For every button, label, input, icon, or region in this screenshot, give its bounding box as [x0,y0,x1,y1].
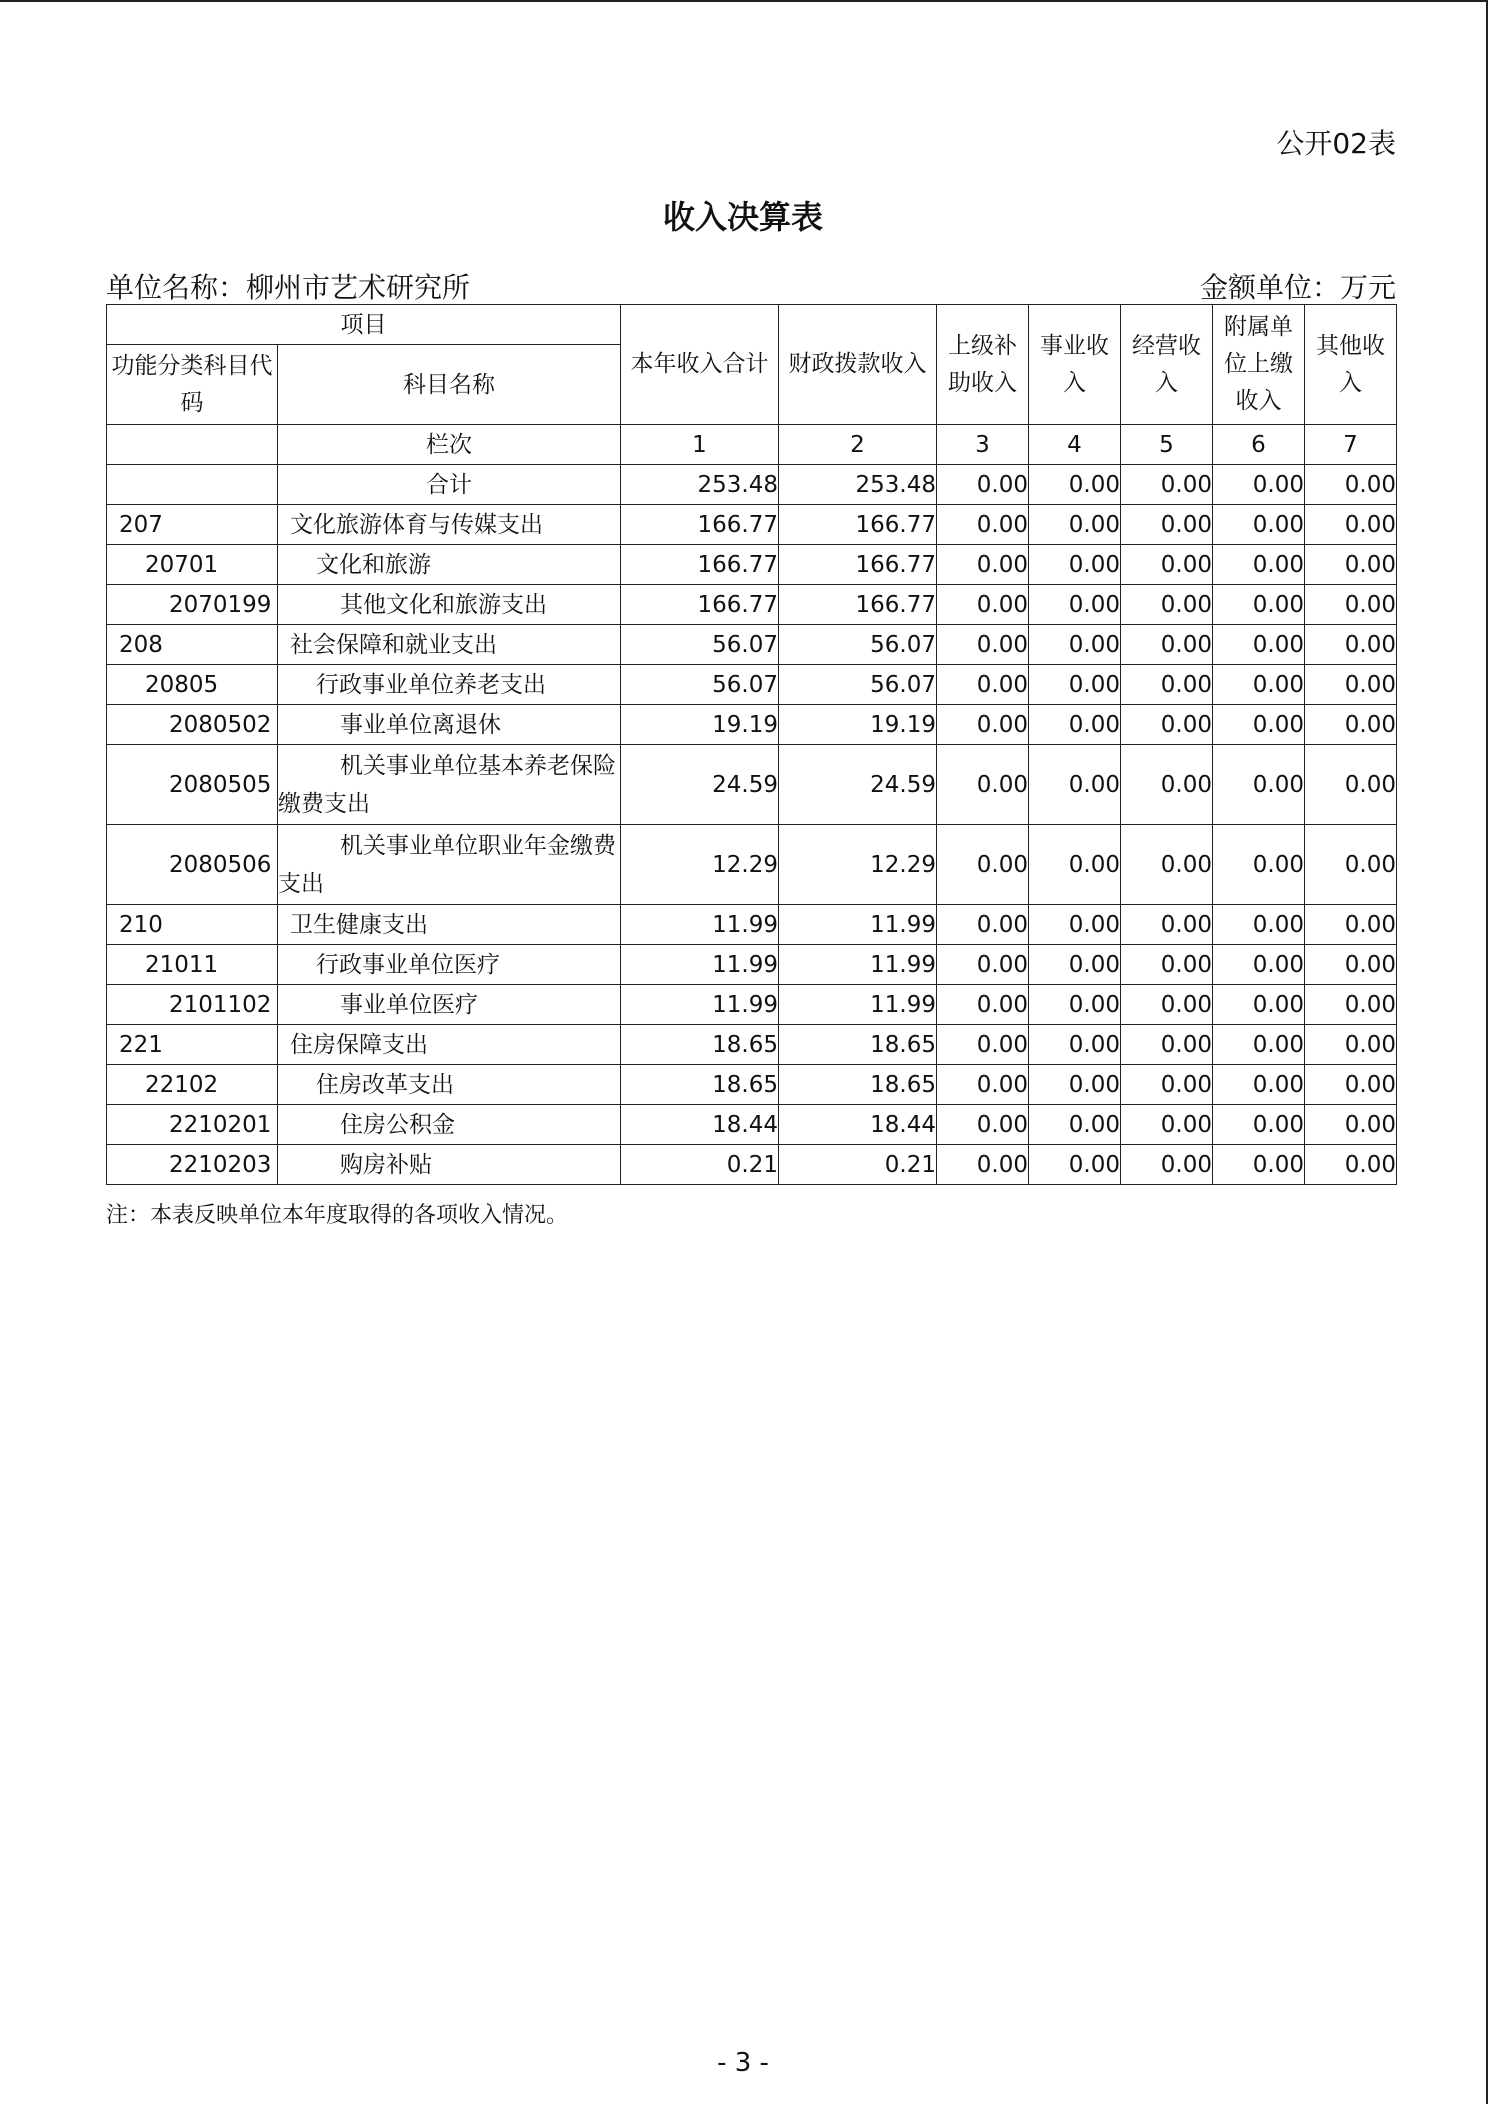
col-index-blank [107,425,278,465]
row-value-col-7: 0.00 [1305,1025,1397,1065]
row-value-col-4: 0.00 [1029,625,1121,665]
table-row [107,985,1397,1025]
row-value-col-4: 0.00 [1029,985,1121,1025]
col-index-6: 6 [1213,425,1305,465]
row-code: 21011 [107,945,278,985]
row-code: 221 [107,1025,278,1065]
row-value-col-4: 0.00 [1029,465,1121,505]
row-name: 住房保障支出 [278,1025,621,1065]
row-value-col-2: 11.99 [779,905,937,945]
row-value-col-7: 0.00 [1305,545,1397,585]
row-code: 2070199 [107,585,278,625]
row-value-col-1: 11.99 [621,945,779,985]
col-index-row [107,425,1397,465]
row-value-col-5: 0.00 [1121,1065,1213,1105]
row-value-col-2: 18.65 [779,1065,937,1105]
row-value-col-7: 0.00 [1305,705,1397,745]
row-value-col-2: 56.07 [779,665,937,705]
row-value-col-2: 11.99 [779,985,937,1025]
row-name: 事业单位医疗 [278,985,621,1025]
row-value-col-5: 0.00 [1121,905,1213,945]
row-value-col-2: 12.29 [779,825,937,905]
row-value-col-7: 0.00 [1305,505,1397,545]
row-value-col-3: 0.00 [937,945,1029,985]
header-col-3: 上级补助收入 [937,305,1029,425]
unit-name: 单位名称：柳州市艺术研究所 [106,271,471,304]
row-value-col-4: 0.00 [1029,505,1121,545]
row-name: 文化旅游体育与传媒支出 [278,505,621,545]
header-col-2: 财政拨款收入 [779,305,937,425]
row-value-col-7: 0.00 [1305,665,1397,705]
row-value-col-4: 0.00 [1029,905,1121,945]
col-index-label: 栏次 [278,425,621,465]
row-value-col-1: 166.77 [621,505,779,545]
row-value-col-1: 166.77 [621,585,779,625]
row-value-col-6: 0.00 [1213,905,1305,945]
row-value-col-6: 0.00 [1213,585,1305,625]
row-value-col-3: 0.00 [937,985,1029,1025]
row-value-col-1: 18.65 [621,1065,779,1105]
row-value-col-7: 0.00 [1305,905,1397,945]
row-value-col-3: 0.00 [937,905,1029,945]
table-row [107,905,1397,945]
header-col-7: 其他收入 [1305,305,1397,425]
row-value-col-1: 56.07 [621,665,779,705]
row-value-col-3: 0.00 [937,825,1029,905]
row-value-col-3: 0.00 [937,745,1029,825]
row-name: 购房补贴 [278,1145,621,1185]
table-row [107,745,1397,825]
row-name: 住房改革支出 [278,1065,621,1105]
row-name: 其他文化和旅游支出 [278,585,621,625]
row-value-col-2: 166.77 [779,505,937,545]
row-value-col-6: 0.00 [1213,945,1305,985]
row-value-col-2: 166.77 [779,585,937,625]
row-value-col-4: 0.00 [1029,945,1121,985]
row-value-col-7: 0.00 [1305,985,1397,1025]
header-col-5: 经营收入 [1121,305,1213,425]
row-value-col-7: 0.00 [1305,585,1397,625]
col-index-3: 3 [937,425,1029,465]
row-value-col-1: 18.65 [621,1025,779,1065]
table-row [107,1025,1397,1065]
row-value-col-5: 0.00 [1121,945,1213,985]
table-row [107,1145,1397,1185]
row-value-col-2: 24.59 [779,745,937,825]
row-value-col-7: 0.00 [1305,465,1397,505]
header-item: 项目 [107,305,621,345]
row-code [107,465,278,505]
document-title: 收入决算表 [662,198,823,236]
row-value-col-6: 0.00 [1213,505,1305,545]
row-value-col-3: 0.00 [937,1105,1029,1145]
row-code: 20805 [107,665,278,705]
row-value-col-2: 18.65 [779,1025,937,1065]
row-value-col-1: 12.29 [621,825,779,905]
row-value-col-2: 18.44 [779,1105,937,1145]
table-row [107,585,1397,625]
row-value-col-4: 0.00 [1029,1025,1121,1065]
row-name: 社会保障和就业支出 [278,625,621,665]
row-value-col-2: 56.07 [779,625,937,665]
row-name: 行政事业单位医疗 [278,945,621,985]
row-value-col-1: 253.48 [621,465,779,505]
row-value-col-5: 0.00 [1121,745,1213,825]
row-name: 事业单位离退休 [278,705,621,745]
header-col-4: 事业收入 [1029,305,1121,425]
row-value-col-3: 0.00 [937,1025,1029,1065]
row-value-col-7: 0.00 [1305,1065,1397,1105]
col-index-5: 5 [1121,425,1213,465]
table-row [107,465,1397,505]
row-value-col-2: 166.77 [779,545,937,585]
row-value-col-6: 0.00 [1213,705,1305,745]
row-code: 20701 [107,545,278,585]
row-value-col-6: 0.00 [1213,825,1305,905]
row-value-col-7: 0.00 [1305,945,1397,985]
row-value-col-4: 0.00 [1029,665,1121,705]
table-row [107,825,1397,905]
row-code: 2080505 [107,745,278,825]
row-value-col-3: 0.00 [937,1065,1029,1105]
income-table [106,304,1397,1185]
row-code: 2101102 [107,985,278,1025]
row-value-col-3: 0.00 [937,505,1029,545]
row-value-col-6: 0.00 [1213,665,1305,705]
row-value-col-1: 19.19 [621,705,779,745]
row-value-col-3: 0.00 [937,465,1029,505]
table-row [107,625,1397,665]
row-name: 住房公积金 [278,1105,621,1145]
table-row [107,505,1397,545]
row-value-col-1: 11.99 [621,985,779,1025]
row-value-col-5: 0.00 [1121,1145,1213,1185]
header-row-1 [107,305,1397,345]
row-value-col-5: 0.00 [1121,585,1213,625]
row-value-col-7: 0.00 [1305,625,1397,665]
row-value-col-6: 0.00 [1213,1025,1305,1065]
row-name: 行政事业单位养老支出 [278,665,621,705]
row-name: 文化和旅游 [278,545,621,585]
header-code: 功能分类科目代码 [107,345,278,425]
row-value-col-6: 0.00 [1213,1065,1305,1105]
row-code: 210 [107,905,278,945]
row-value-col-3: 0.00 [937,545,1029,585]
row-value-col-2: 11.99 [779,945,937,985]
table-row [107,705,1397,745]
row-value-col-1: 24.59 [621,745,779,825]
row-name: 卫生健康支出 [278,905,621,945]
row-value-col-4: 0.00 [1029,1105,1121,1145]
header-col-1: 本年收入合计 [621,305,779,425]
table-row [107,945,1397,985]
form-number: 公开02表 [1276,127,1396,160]
table-body [107,305,1397,1185]
row-value-col-7: 0.00 [1305,745,1397,825]
row-value-col-1: 0.21 [621,1145,779,1185]
row-value-col-5: 0.00 [1121,545,1213,585]
row-code: 2210203 [107,1145,278,1185]
row-value-col-3: 0.00 [937,665,1029,705]
row-value-col-5: 0.00 [1121,625,1213,665]
col-index-2: 2 [779,425,937,465]
table-row [107,1065,1397,1105]
row-value-col-5: 0.00 [1121,705,1213,745]
row-value-col-3: 0.00 [937,1145,1029,1185]
row-value-col-3: 0.00 [937,585,1029,625]
row-value-col-6: 0.00 [1213,745,1305,825]
row-value-col-5: 0.00 [1121,825,1213,905]
row-value-col-2: 19.19 [779,705,937,745]
row-value-col-4: 0.00 [1029,745,1121,825]
col-index-1: 1 [621,425,779,465]
row-code: 2080502 [107,705,278,745]
row-value-col-7: 0.00 [1305,825,1397,905]
row-value-col-3: 0.00 [937,625,1029,665]
row-value-col-1: 166.77 [621,545,779,585]
row-value-col-4: 0.00 [1029,1065,1121,1105]
row-value-col-6: 0.00 [1213,465,1305,505]
row-code: 2210201 [107,1105,278,1145]
row-value-col-7: 0.00 [1305,1105,1397,1145]
row-value-col-5: 0.00 [1121,1105,1213,1145]
row-value-col-5: 0.00 [1121,465,1213,505]
table-row [107,545,1397,585]
row-name: 机关事业单位基本养老保险缴费支出 [278,745,621,825]
row-code: 207 [107,505,278,545]
table-row [107,1105,1397,1145]
row-name: 机关事业单位职业年金缴费支出 [278,825,621,905]
row-value-col-1: 11.99 [621,905,779,945]
row-value-col-4: 0.00 [1029,1145,1121,1185]
row-value-col-4: 0.00 [1029,545,1121,585]
row-code: 2080506 [107,825,278,905]
col-index-7: 7 [1305,425,1397,465]
row-code: 208 [107,625,278,665]
header-name: 科目名称 [278,345,621,425]
row-value-col-4: 0.00 [1029,825,1121,905]
row-value-col-6: 0.00 [1213,625,1305,665]
row-value-col-5: 0.00 [1121,505,1213,545]
row-value-col-4: 0.00 [1029,705,1121,745]
row-value-col-6: 0.00 [1213,985,1305,1025]
row-value-col-4: 0.00 [1029,585,1121,625]
row-value-col-2: 253.48 [779,465,937,505]
col-index-4: 4 [1029,425,1121,465]
row-value-col-1: 18.44 [621,1105,779,1145]
table-row [107,665,1397,705]
row-value-col-5: 0.00 [1121,1025,1213,1065]
row-value-col-3: 0.00 [937,705,1029,745]
row-value-col-5: 0.00 [1121,665,1213,705]
row-value-col-7: 0.00 [1305,1145,1397,1185]
amount-unit: 金额单位：万元 [1199,271,1396,304]
row-value-col-2: 0.21 [779,1145,937,1185]
row-code: 22102 [107,1065,278,1105]
row-value-col-6: 0.00 [1213,1145,1305,1185]
page-number: - 3 - [717,2048,769,2078]
row-value-col-5: 0.00 [1121,985,1213,1025]
table-note: 注：本表反映单位本年度取得的各项收入情况。 [106,1203,569,1228]
header-col-6: 附属单位上缴收入 [1213,305,1305,425]
row-value-col-6: 0.00 [1213,545,1305,585]
row-value-col-6: 0.00 [1213,1105,1305,1145]
row-value-col-1: 56.07 [621,625,779,665]
row-name: 合计 [278,465,621,505]
